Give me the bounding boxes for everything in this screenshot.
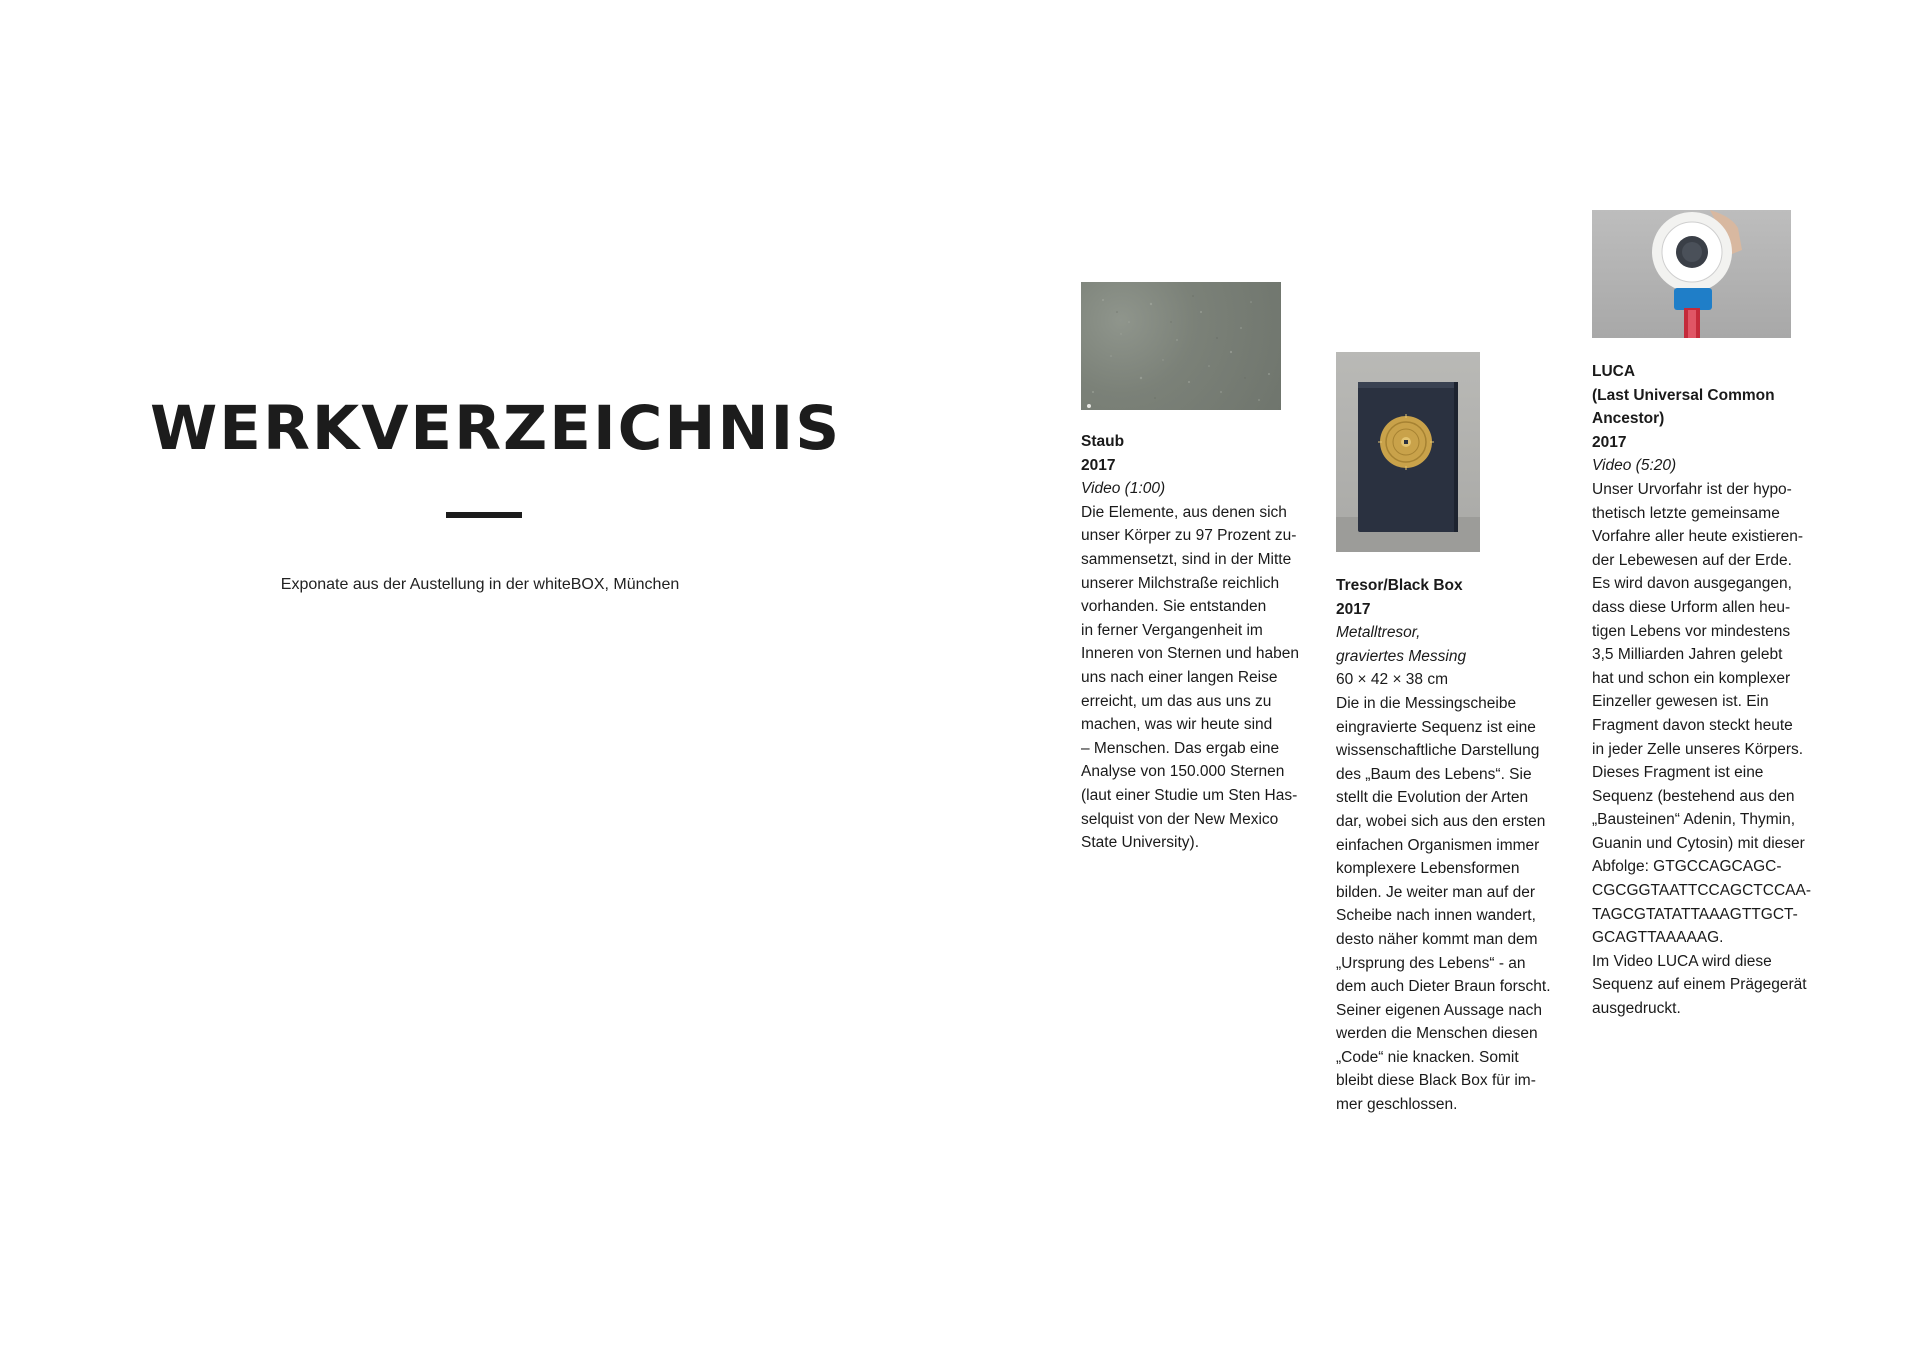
work-caption-staub: [1081, 430, 1321, 855]
page-title: WERKVERZEICHNIS: [150, 393, 842, 464]
work-medium: Video (1:00): [1081, 480, 1166, 498]
work-medium: Video (5:20): [1592, 457, 1677, 475]
work-entry-staub: [1081, 282, 1321, 852]
work-year: 2017: [1592, 433, 1627, 451]
work-title: Staub: [1081, 433, 1125, 450]
work-title: LUCA (Last Universal Common Ancestor): [1592, 363, 1775, 428]
page-subtitle: Exponate aus der Austellung in der whiteBOX, München: [280, 576, 680, 593]
work-entry-tresor: [1336, 352, 1576, 1114]
work-caption-tresor: [1336, 574, 1576, 1117]
work-year: 2017: [1336, 600, 1371, 618]
work-dimensions: 60 × 42 × 38 cm: [1336, 671, 1449, 689]
work-image-tresor: [1336, 352, 1480, 552]
work-description: Die in die Messingscheibe eingravierte Sequenz ist eine wissenschaftliche Darstellung des „Baum des Lebens“. Sie stellt die Evolution der Arten dar, wobei sich aus den ersten einfachen Organismen immer komplexere Lebensformen bilden. Je weiter man auf der Scheibe nach innen wandert, desto näher kommt man dem „Ursprung des Lebens“ - an dem auch Dieter Braun forscht. Seiner eigenen Aussage nach werden die Menschen diesen „Code“ nie knacken. Somit bleibt diese Black Box für im- mer geschlossen.: [1336, 694, 1551, 1114]
work-description: Unser Urvorfahr ist der hypo- thetisch letzte gemeinsame Vorfahre aller heute existieren- der Lebewesen auf der Erde. Es wird davon ausgegangen, dass diese Urform allen heu- tigen Lebens vor mindestens 3,5 Milliarden Jahren gelebt hat und schon ein komplexer Einzeller gewesen ist. Ein Fragment davon steckt heute in jeder Zelle unseres Körpers. Dieses Fragment ist eine Sequenz (bestehend aus den „Bausteinen“ Adenin, Thymin, Guanin und Cytosin) mit dieser Abfolge: GTGCCAGCAGC- CGCGGTAATTCCAGCTCCAA- TAGCGTATATTAAAGTTGCT- GCAGTTAAAAAG. Im Video LUCA wird diese Sequenz auf einem Prägegerät ausgedruckt.: [1592, 480, 1812, 1018]
work-year: 2017: [1081, 456, 1116, 474]
work-entry-luca: [1592, 210, 1832, 1018]
work-title: Tresor/Black Box: [1336, 577, 1463, 594]
work-medium: Metalltresor, graviertes Messing: [1336, 624, 1467, 665]
work-description: Die Elemente, aus denen sich unser Körper zu 97 Prozent zu- sammensetzt, sind in der Mitte unserer Milchstraße reichlich vorhanden. Sie entstanden in ferner Vergangenheit im Inneren von Sternen und haben uns nach einer langen Reise erreicht, um das aus uns zu machen, was wir heute sind – Menschen. Das ergab eine Analyse von 150.000 Sternen (laut einer Studie um Sten Has- selquist von der New Mexico State University).: [1081, 503, 1300, 852]
work-caption-luca: [1592, 360, 1832, 1021]
title-divider: [446, 512, 522, 518]
work-image-staub: [1081, 282, 1281, 410]
work-image-luca: [1592, 210, 1791, 338]
